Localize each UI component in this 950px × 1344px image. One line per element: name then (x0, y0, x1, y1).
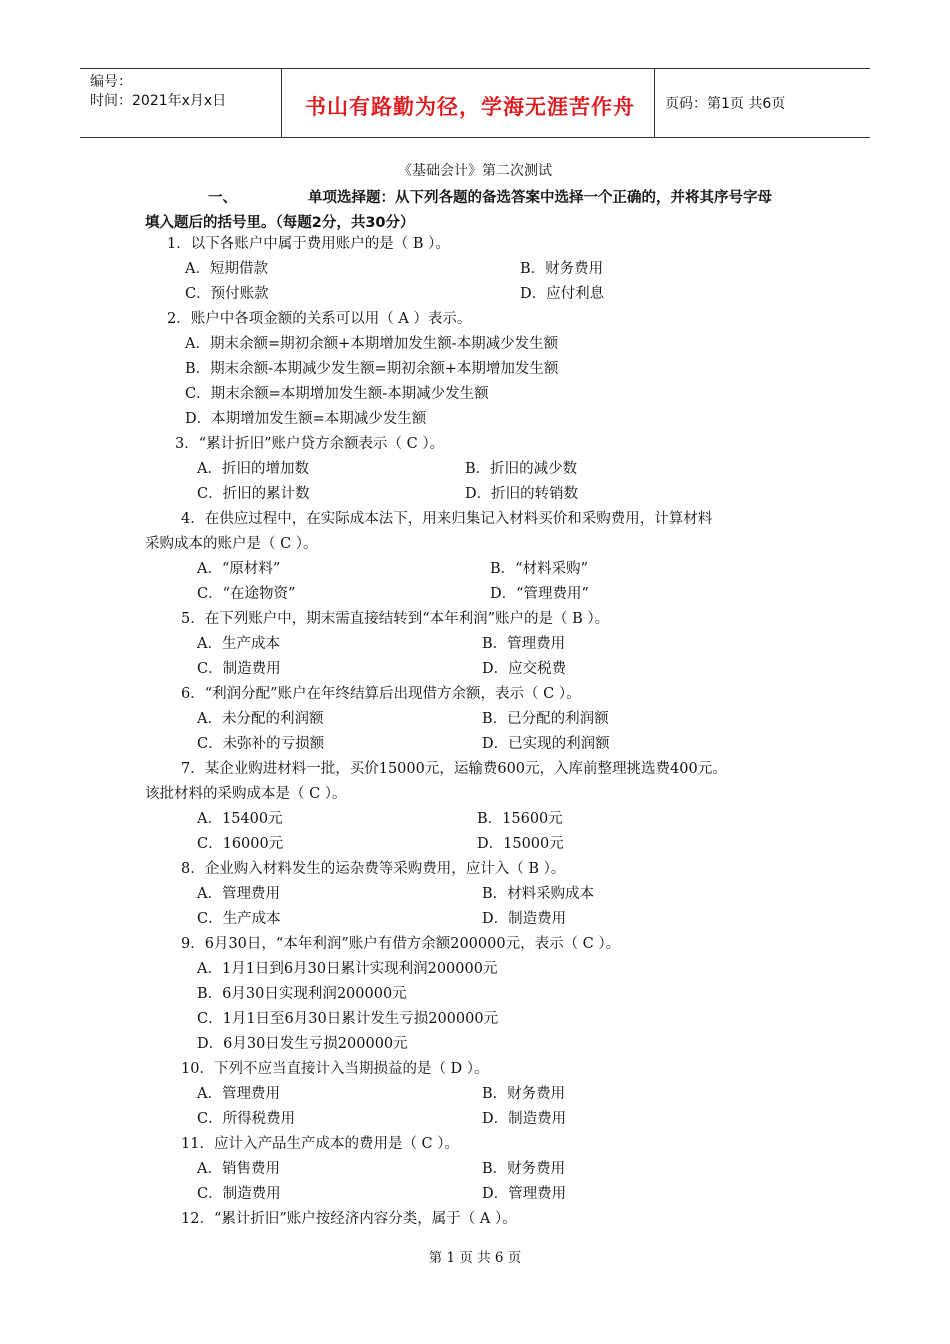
option-b: B．财务费用 (482, 1086, 566, 1102)
option-d: D．管理费用 (482, 1186, 567, 1202)
option-a: A．“原材料” (197, 561, 281, 577)
section-heading (145, 186, 815, 236)
option-b: B．折旧的减少数 (465, 461, 578, 477)
question-stem: 1．以下各账户中属于费用账户的是（ B ）。 (167, 236, 450, 252)
option-c: C．折旧的累计数 (197, 486, 310, 502)
option-row (145, 257, 825, 282)
question-stem: 3．“累计折旧”账户贷方余额表示（ C ）。 (175, 436, 445, 452)
option-a: A．未分配的利润额 (197, 711, 324, 727)
option-row (145, 582, 825, 607)
header-divider (281, 69, 282, 137)
page-header (80, 68, 870, 138)
question-stem: 10．下列不应当直接计入当期损益的是（ D ）。 (181, 1061, 489, 1077)
option-row (145, 1182, 825, 1207)
option-b: B．财务费用 (482, 1161, 566, 1177)
question-stem-cont: 采购成本的账户是（ C ）。 (145, 536, 318, 552)
option-c: C．预付账款 (185, 286, 269, 302)
document-title: 《基础会计》第二次测试 (398, 163, 552, 179)
question-stem: 2．账户中各项金额的关系可以用（ A ）表示。 (167, 311, 472, 327)
option-b: B．已分配的利润额 (482, 711, 609, 727)
option-c: C．制造费用 (197, 661, 281, 677)
option-row (145, 657, 825, 682)
option-c: C．未弥补的亏损额 (197, 736, 325, 752)
option-row (145, 482, 825, 507)
option-row (145, 832, 825, 857)
option-row (145, 632, 825, 657)
option-d: D．制造费用 (482, 1111, 567, 1127)
option-c: C．16000元 (197, 836, 284, 852)
option-d: D．制造费用 (482, 911, 567, 927)
page-footer: 第 1 页 共 6 页 (428, 1250, 522, 1266)
question-stem: 8．企业购入材料发生的运杂费等采购费用，应计入（ B ）。 (181, 861, 566, 877)
option-a: A．1月1日到6月30日累计实现利润200000元 (197, 961, 498, 977)
option-row (145, 732, 825, 757)
option-row (145, 882, 825, 907)
option-d: D．6月30日发生亏损200000元 (197, 1036, 408, 1052)
option-c: C．1月1日至6月30日累计发生亏损200000元 (197, 1011, 499, 1027)
option-b: B．6月30日实现利润200000元 (197, 986, 407, 1002)
option-c: C．生产成本 (197, 911, 281, 927)
question-stem: 11．应计入产品生产成本的费用是（ C ）。 (181, 1136, 460, 1152)
section-number: 一、 (208, 190, 237, 206)
option-a: A．销售费用 (197, 1161, 280, 1177)
option-row (145, 557, 825, 582)
option-row (145, 457, 825, 482)
question-stem: 4．在供应过程中，在实际成本法下，用来归集记入材料买价和采购费用，计算材料 (181, 511, 713, 527)
option-d: D．折旧的转销数 (465, 486, 579, 502)
option-a: A．管理费用 (197, 1086, 280, 1102)
option-c: C．期末余额=本期增加发生额-本期减少发生额 (185, 386, 489, 402)
option-b: B．财务费用 (520, 261, 604, 277)
question-stem-cont: 该批材料的采购成本是（ C ）。 (145, 786, 347, 802)
option-b: B．“材料采购” (490, 561, 588, 577)
question-list (145, 232, 825, 1232)
option-row (145, 1157, 825, 1182)
option-row (145, 907, 825, 932)
question-stem: 9．6月30日，“本年利润”账户有借方余额200000元，表示（ C ）。 (181, 936, 621, 952)
option-row (145, 282, 825, 307)
option-a: A．生产成本 (197, 636, 280, 652)
option-row (145, 1082, 825, 1107)
motto: 书山有路勤为径，学海无涯苦作舟 (305, 95, 635, 119)
option-a: A．管理费用 (197, 886, 280, 902)
option-row (145, 807, 825, 832)
option-d: D．“管理费用” (490, 586, 589, 602)
page-info: 页码：第1页 共6页 (665, 96, 786, 112)
header-meta (90, 73, 226, 111)
question-stem: 7．某企业购进材料一批，买价15000元，运输费600元，入库前整理挑选费400元。 (181, 761, 727, 777)
option-c: C．制造费用 (197, 1186, 281, 1202)
question-stem: 6．“利润分配”账户在年终结算后出现借方余额，表示（ C ）。 (181, 686, 581, 702)
section-text-line2: 填入题后的括号里。（每题2分，共30分） (145, 215, 415, 231)
question-stem: 12．“累计折旧”账户按经济内容分类，属于（ A ）。 (181, 1211, 517, 1227)
option-row (145, 707, 825, 732)
option-a: A．折旧的增加数 (197, 461, 309, 477)
option-d: D．15000元 (477, 836, 564, 852)
option-c: C．“在途物资” (197, 586, 296, 602)
number-label: 编号： (90, 74, 132, 90)
option-b: B．期末余额-本期减少发生额=期初余额+本期增加发生额 (185, 361, 559, 377)
option-d: D．已实现的利润额 (482, 736, 610, 752)
option-a: A．15400元 (197, 811, 283, 827)
option-row (145, 1107, 825, 1132)
question-stem: 5．在下列账户中，期末需直接结转到“本年利润”账户的是（ B ）。 (181, 611, 610, 627)
option-a: A．期末余额=期初余额+本期增加发生额-本期减少发生额 (185, 336, 559, 352)
option-c: C．所得税费用 (197, 1111, 296, 1127)
option-d: D．应付利息 (520, 286, 605, 302)
option-b: B．管理费用 (482, 636, 566, 652)
option-b: B．15600元 (477, 811, 563, 827)
section-text-line1: 单项选择题：从下列各题的备选答案中选择一个正确的，并将其序号字母 (308, 190, 772, 206)
option-a: A．短期借款 (185, 261, 268, 277)
date-label: 时间：2021年x月x日 (90, 93, 227, 109)
option-d: D．应交税费 (482, 661, 567, 677)
option-d: D．本期增加发生额=本期减少发生额 (185, 411, 427, 427)
option-b: B．材料采购成本 (482, 886, 595, 902)
